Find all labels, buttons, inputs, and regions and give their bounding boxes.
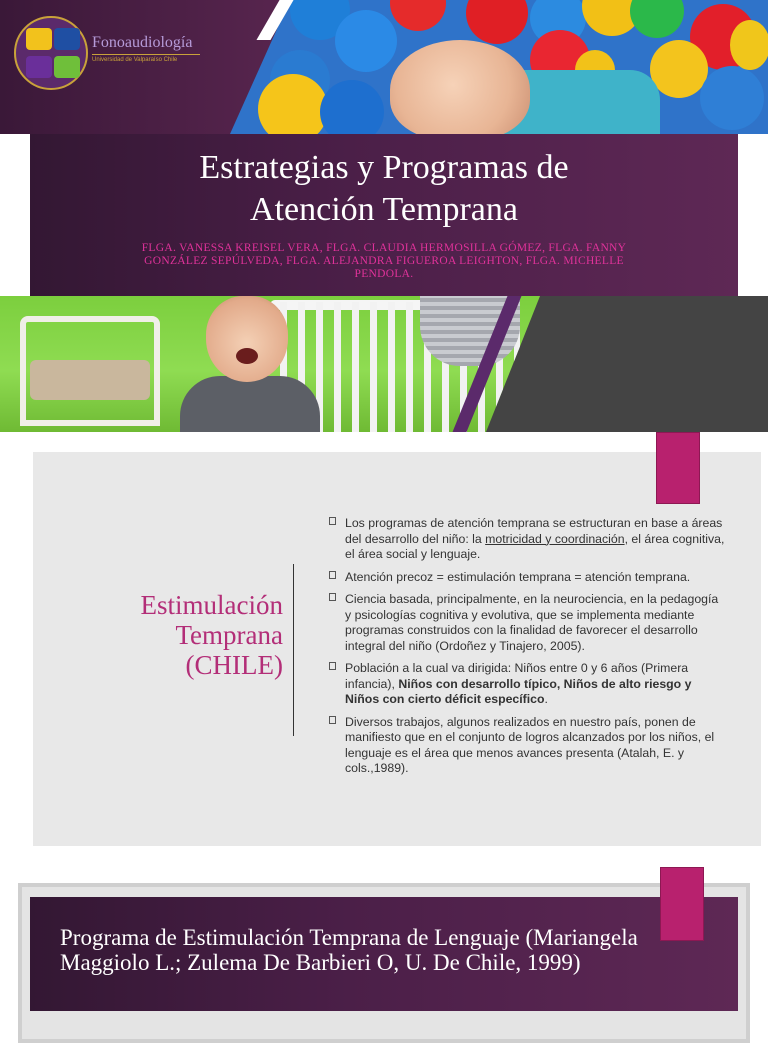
accent-tab (656, 432, 700, 504)
title-line-1: Estrategias y Programas de (199, 149, 569, 186)
slide-title (83, 590, 283, 680)
slide-title: Programa de Estimulación Temprana de Lenguaje (Mariangela Maggiolo L.; Zulema De Barbieri O, U. De Chile, 1999) (60, 925, 638, 975)
toddler-head (206, 296, 288, 382)
ball-pit-photo (230, 0, 768, 134)
accent-tab (660, 867, 704, 941)
title-slide (0, 0, 768, 432)
logo-subtitle: Universidad de Valparaíso Chile (92, 57, 178, 63)
bold-text: Niños con desarrollo típico, Niños de alto riesgo y Niños con cierto déficit específico (345, 676, 692, 706)
logo-divider (92, 54, 200, 55)
bullet-icon (329, 517, 336, 525)
content-slide-program (18, 883, 750, 1043)
list-item: Población a la cual va dirigida: Niños entre 0 y 6 años (Primera infancia), Niños con desarrollo típico, Niños de alto riesgo y Niños con cierto déficit específico. (329, 661, 725, 708)
speech-icon (54, 56, 80, 78)
title-line-3: (CHILE) (185, 650, 283, 680)
photo-strip (0, 296, 768, 432)
logo-name: Fonoaudiología (92, 34, 193, 51)
list-item: Diversos trabajos, algunos realizados en nuestro país, ponen de manifiesto que en el conjunto de logros alcanzados por los niños, el lenguaje es el área que menos avances presenta (Atalah, E. y cols.,1989). (329, 715, 725, 777)
list-item: Los programas de atención temprana se estructuran en base a áreas del desarrollo del niño: la motricidad y coordinación, el área cognitiva, el área social y lenguaje. (329, 516, 725, 563)
crest-icon (54, 28, 80, 50)
bullet-icon (329, 716, 336, 724)
underlined-term: motricidad y coordinación (485, 531, 625, 546)
bullet-list (329, 516, 725, 784)
list-item: Atención precoz = estimulación temprana = atención temprana. (329, 570, 725, 586)
authors-list: FLGA. VANESSA KREISEL VERA, FLGA. CLAUDIA HERMOSILLA GÓMEZ, FLGA. FANNY GONZÁLEZ SEPÚLVEDA, FLGA. ALEJANDRA FIGUEROA LEIGHTON, FLGA. MICHELLE PENDOLA. (141, 242, 627, 280)
presentation-title (30, 147, 738, 231)
list-item: Ciencia basada, principalmente, en la neurociencia, en la pedagogía y psicologías cognitiva y evolutiva, que se implementa mediante programas construidos con la finalidad de favorecer el desarrollo integral del niño (Ordoñez y Tinajero, 2005). (329, 592, 725, 654)
bullet-icon (329, 571, 336, 579)
hearing-icon (26, 56, 52, 78)
laughing-baby (390, 40, 530, 134)
chair-seat (30, 360, 150, 400)
title-panel (30, 897, 738, 1011)
title-line-2: Temprana (175, 620, 283, 650)
toddler-body (180, 376, 320, 432)
people-icon (26, 28, 52, 50)
title-line-2: Atención Temprana (250, 191, 518, 228)
toddler-mouth (236, 348, 258, 364)
logo-emblem (14, 16, 88, 90)
title-panel (30, 134, 738, 296)
vertical-divider (293, 564, 294, 736)
nursery-photo (0, 296, 540, 432)
bullet-icon (329, 593, 336, 601)
title-line-1: Estimulación (140, 590, 283, 620)
bullet-icon (329, 662, 336, 670)
content-slide-chile (33, 452, 761, 846)
